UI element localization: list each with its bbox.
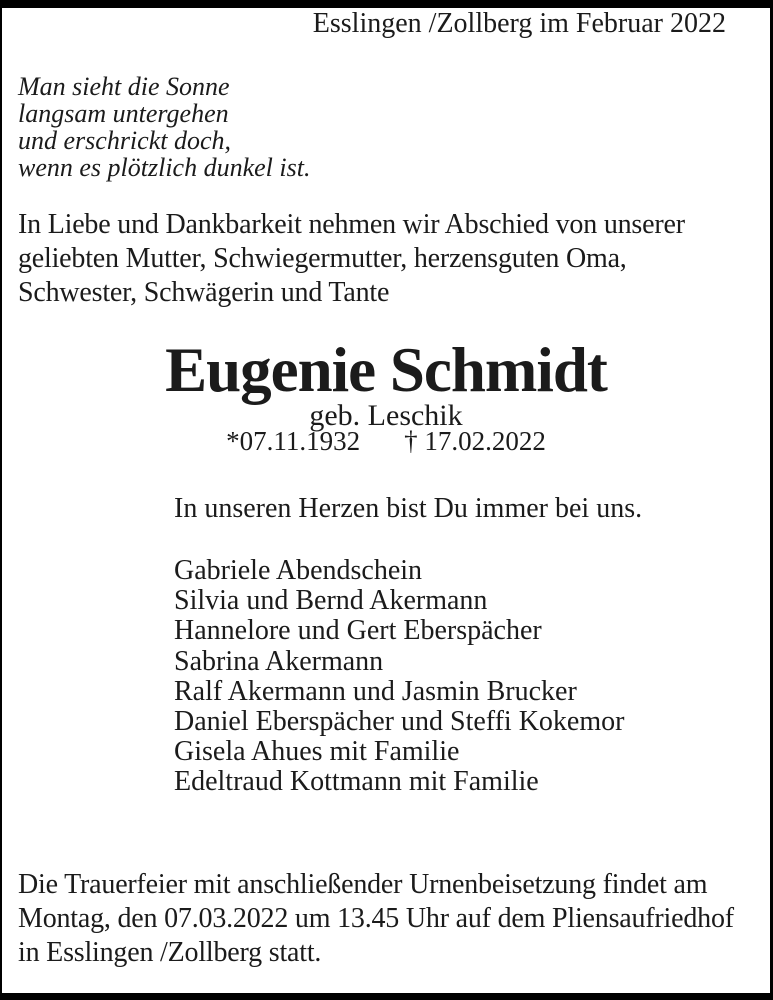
funeral-line: in Esslingen /Zollberg statt. — [18, 937, 322, 968]
place-date-line: Esslingen /Zollberg im Februar 2022 — [312, 8, 726, 39]
birth-date: *07.11.1932 — [226, 426, 361, 456]
memorial-verse — [18, 73, 310, 181]
verse-line: wenn es plötzlich dunkel ist. — [18, 153, 311, 182]
funeral-line: Die Trauerfeier mit anschließender Urnenbeisetzung findet am — [18, 869, 708, 900]
mourner-name: Silvia und Bernd Akermann — [174, 585, 488, 617]
mourner-name: Hannelore und Gert Eberspächer — [174, 615, 542, 647]
death-date: † 17.02.2022 — [404, 426, 546, 456]
verse-line: und erschrickt doch, — [18, 126, 232, 155]
mourner-name: Sabrina Akermann — [174, 645, 384, 677]
mourner-name: Edeltraud Kottmann mit Familie — [174, 766, 539, 798]
mourners-list — [174, 556, 624, 798]
remembrance-line: In unseren Herzen bist Du immer bei uns. — [174, 493, 643, 524]
funeral-line: Montag, den 07.03.2022 um 13.45 Uhr auf dem Pliensaufriedhof — [18, 903, 734, 934]
verse-line: langsam untergehen — [18, 99, 229, 128]
deceased-name: Eugenie Schmidt — [165, 335, 607, 405]
mourner-name: Daniel Eberspächer und Steffi Kokemor — [174, 706, 625, 738]
life-dates — [2, 427, 770, 455]
intro-line: geliebten Mutter, Schwiegermutter, herzensguten Oma, — [18, 243, 627, 274]
intro-line: In Liebe und Dankbarkeit nehmen wir Abschied von unserer — [18, 209, 685, 240]
verse-line: Man sieht die Sonne — [18, 72, 230, 101]
mourner-name: Gabriele Abendschein — [174, 555, 423, 586]
maiden-name: geb. Leschik — [309, 399, 463, 432]
mourner-name: Gisela Ahues mit Familie — [174, 736, 460, 768]
mourner-name: Ralf Akermann und Jasmin Brucker — [174, 675, 577, 707]
intro-text — [18, 208, 685, 310]
intro-line: Schwester, Schwägerin und Tante — [18, 277, 390, 308]
funeral-info — [18, 868, 734, 970]
